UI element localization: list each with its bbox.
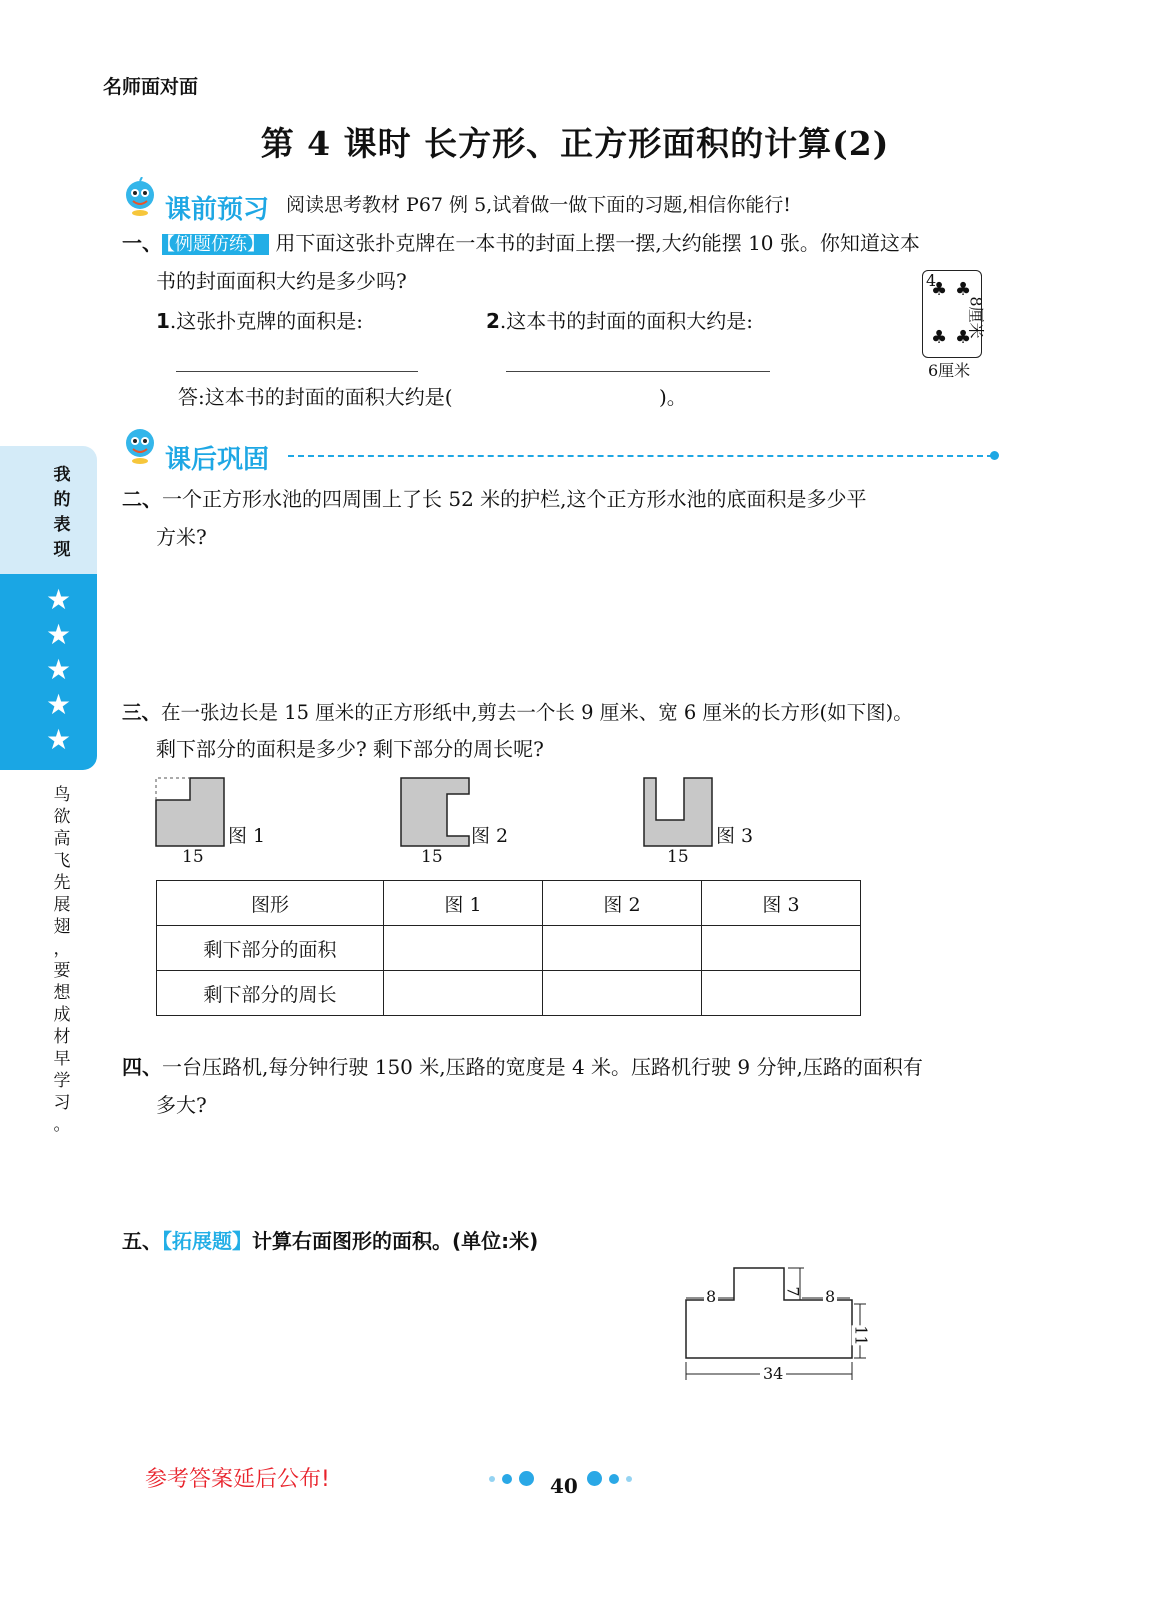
- sub-question-1: [156, 306, 363, 336]
- row-label: 剩下部分的面积: [157, 926, 384, 971]
- sub-question-2: [486, 306, 753, 336]
- card-height-label: 8厘米: [966, 296, 986, 339]
- card-rank: 4: [926, 271, 937, 290]
- example-tag: 【例题仿练】: [162, 234, 269, 255]
- label-char: 的: [53, 490, 71, 510]
- motto-char: 习: [53, 1093, 71, 1113]
- dim-step: 7: [783, 1286, 803, 1297]
- question-text-cont: 书的封面面积大约是多少吗?: [156, 269, 407, 293]
- motto-char: ，: [53, 939, 71, 959]
- answer-table: [156, 880, 861, 1016]
- table-header-cell: 图 3: [702, 881, 861, 926]
- motto-char: 要: [53, 961, 71, 981]
- figure-2-label: 图 2: [471, 825, 509, 847]
- performance-panel: [0, 446, 97, 574]
- sub-number: 1: [156, 309, 170, 333]
- motto-char: 。: [53, 1115, 71, 1135]
- star-icon[interactable]: ★: [46, 653, 72, 686]
- club-icon: ♣: [955, 327, 972, 348]
- figure-1-label: 图 1: [228, 825, 266, 847]
- question-number: 四、: [122, 1055, 162, 1079]
- star-icon[interactable]: ★: [46, 688, 72, 721]
- question-4: [122, 1052, 923, 1082]
- motto-char: 先: [53, 873, 71, 893]
- sub-text: .这本书的封面的面积大约是:: [499, 309, 754, 333]
- decor-dot: [489, 1476, 495, 1482]
- table-header-cell: 图 1: [384, 881, 543, 926]
- question-text: 在一张边长是 15 厘米的正方形纸中,剪去一个长 9 厘米、宽 6 厘米的长方形(如下图)。: [161, 701, 913, 724]
- motto-vertical: [50, 784, 74, 1136]
- motto-char: 想: [53, 983, 71, 1003]
- motto-char: 材: [53, 1027, 71, 1047]
- decor-dot: [587, 1471, 602, 1486]
- star-rating-icons[interactable]: [46, 582, 71, 757]
- question-5: [122, 1226, 538, 1256]
- star-icon[interactable]: ★: [46, 618, 72, 651]
- motto-char: 飞: [53, 851, 71, 871]
- figure-2-side: 15: [421, 847, 443, 867]
- decor-dot: [519, 1471, 534, 1486]
- decor-dot: [502, 1474, 512, 1484]
- question-3: [122, 698, 913, 728]
- review-heading: 课后巩固: [165, 445, 270, 475]
- question-text-cont: 多大?: [156, 1093, 207, 1117]
- question-number: 三、: [122, 701, 162, 724]
- extension-tag: 【拓展题】: [162, 1229, 252, 1253]
- label-char: 我: [53, 465, 71, 485]
- motto-char: 翅: [53, 917, 71, 937]
- dim-top-right: 8: [825, 1287, 836, 1306]
- page-number: 40: [550, 1474, 578, 1498]
- dim-top-left: 8: [706, 1287, 717, 1306]
- motto-char: 早: [53, 1049, 71, 1069]
- preview-intro: 阅读思考教材 P67 例 5,试着做一做下面的习题,相信你能行!: [286, 194, 791, 216]
- sub-text: .这张扑克牌的面积是:: [169, 309, 364, 333]
- label-char: 现: [53, 540, 71, 560]
- motto-char: 成: [53, 1005, 71, 1025]
- preview-heading: 课前预习: [165, 195, 270, 225]
- star-icon[interactable]: ★: [46, 723, 72, 756]
- answer-cell[interactable]: [384, 971, 543, 1016]
- answer-cell[interactable]: [543, 971, 702, 1016]
- question-text-cont: 方米?: [156, 525, 207, 549]
- table-row: [157, 926, 861, 971]
- label-char: 表: [53, 515, 71, 535]
- answer-line-1[interactable]: [176, 370, 418, 372]
- question-number: 二、: [122, 487, 162, 511]
- motto-char: 学: [53, 1071, 71, 1091]
- card-width-label: 6厘米: [928, 361, 971, 380]
- answer-suffix: )。: [659, 385, 687, 409]
- section-divider: [288, 455, 993, 457]
- question-text: 一个正方形水池的四周围上了长 52 米的护栏,这个正方形水池的底面积是多少平: [162, 487, 867, 511]
- dim-bottom: 34: [760, 1364, 786, 1383]
- answer-cell[interactable]: [702, 926, 861, 971]
- decor-dot: [626, 1476, 632, 1482]
- club-icon: ♣: [931, 279, 948, 300]
- answer-cell[interactable]: [543, 926, 702, 971]
- book-brand: 名师面对面: [103, 76, 199, 98]
- question-number: 五、: [122, 1229, 162, 1253]
- table-header-row: [157, 881, 861, 926]
- question-2: [122, 484, 867, 514]
- club-icon: ♣: [955, 279, 972, 300]
- divider-dot: [990, 451, 999, 460]
- motto-char: 欲: [53, 807, 71, 827]
- table-row: [157, 971, 861, 1016]
- sub-number: 2: [486, 309, 500, 333]
- page-title: 第 4 课时 长方形、正方形面积的计算(2): [260, 124, 890, 163]
- table-header-cell: 图形: [157, 881, 384, 926]
- decor-dot: [609, 1474, 619, 1484]
- star-icon[interactable]: ★: [46, 583, 72, 616]
- question-number: 一、: [122, 231, 162, 255]
- answer-cell[interactable]: [702, 971, 861, 1016]
- motto-char: 展: [53, 895, 71, 915]
- mascot-icon: [120, 425, 160, 465]
- figure-3-side: 15: [667, 847, 689, 867]
- answer-prefix: 答:这本书的封面的面积大约是(: [178, 385, 453, 409]
- dim-right: 11: [851, 1325, 871, 1346]
- answer-notice: 参考答案延后公布!: [145, 1467, 330, 1492]
- mascot-icon: [120, 177, 160, 217]
- club-icon: ♣: [931, 327, 948, 348]
- question-1: [122, 228, 920, 260]
- answer-line-2[interactable]: [506, 370, 770, 372]
- motto-char: 高: [53, 829, 71, 849]
- question-text-cont: 剩下部分的面积是多少? 剩下部分的周长呢?: [156, 737, 544, 761]
- performance-label: [50, 464, 74, 561]
- table-header-cell: 图 2: [543, 881, 702, 926]
- question-text: 计算右面图形的面积。(单位:米): [252, 1229, 539, 1253]
- question-text: 用下面这张扑克牌在一本书的封面上摆一摆,大约能摆 10 张。你知道这本: [275, 231, 920, 255]
- answer-cell[interactable]: [384, 926, 543, 971]
- motto-char: 鸟: [53, 785, 71, 805]
- figure-3-label: 图 3: [716, 825, 754, 847]
- figure-1-side: 15: [182, 847, 204, 867]
- row-label: 剩下部分的周长: [157, 971, 384, 1016]
- question-text: 一台压路机,每分钟行驶 150 米,压路的宽度是 4 米。压路机行驶 9 分钟,压路的面积有: [162, 1055, 923, 1079]
